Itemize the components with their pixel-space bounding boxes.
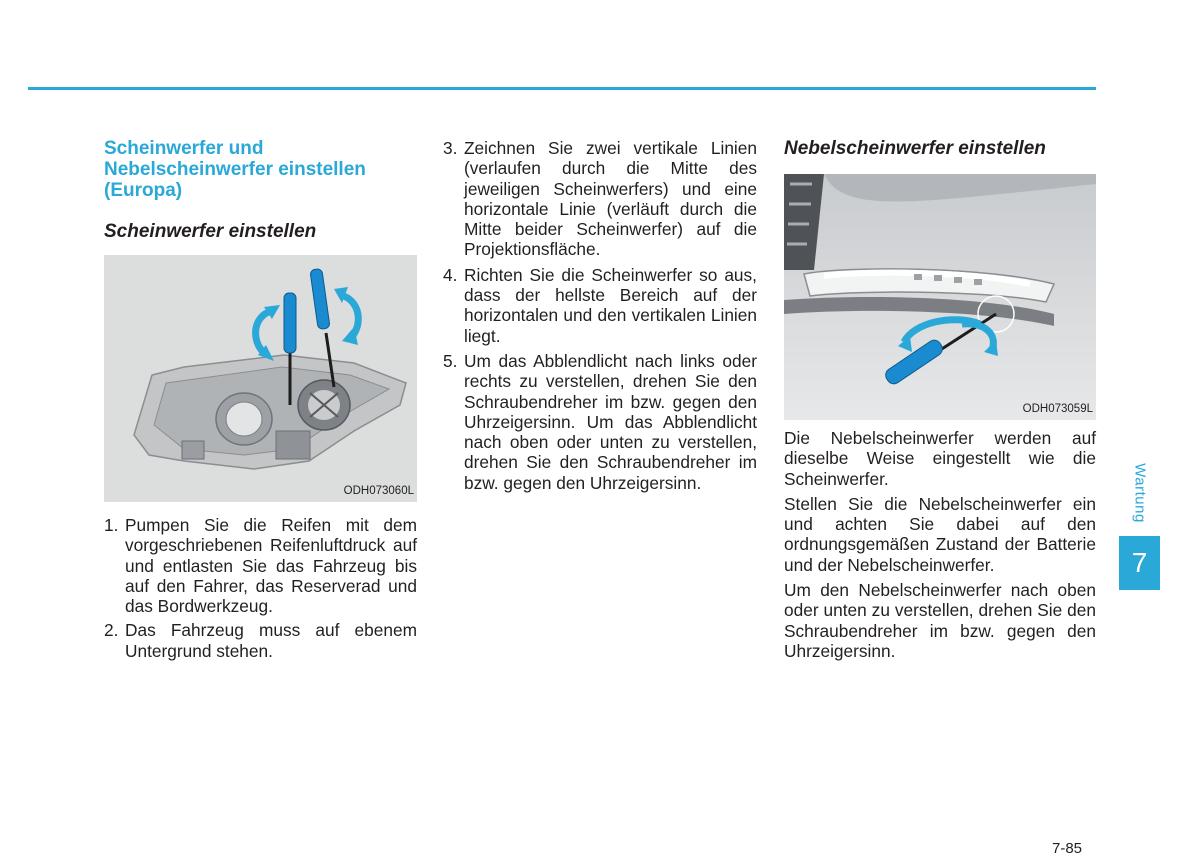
figure-foglight	[784, 174, 1096, 420]
list-item	[104, 620, 417, 661]
subhead-headlight: Scheinwerfer einstellen	[104, 221, 317, 242]
section-title: Scheinwerfer und Nebelscheinwerfer einstellen (Europa)	[104, 138, 366, 201]
foglight-illustration	[784, 174, 1096, 420]
step-number: 4.	[443, 264, 458, 285]
list-item	[443, 351, 757, 493]
chapter-label	[1127, 455, 1153, 531]
step-number: 1.	[104, 515, 119, 535]
column-left	[104, 138, 417, 661]
column-right	[784, 138, 1096, 661]
figure-code: ODH073060L	[343, 485, 414, 497]
chapter-label-text: Wartung	[1131, 463, 1149, 523]
page-number: 7-85	[1052, 840, 1083, 857]
header-rule	[28, 87, 1096, 90]
step-text: Das Fahrzeug muss auf ebenem Untergrund stehen.	[125, 620, 417, 661]
subhead-foglight: Nebelscheinwerfer einstellen	[784, 138, 1046, 159]
paragraph: Stellen Sie die Nebelscheinwerfer ein und achten Sie dabei auf den ordnungsgemäßen Zustand der Batterie und der Nebelscheinwerfer.	[784, 493, 1096, 575]
figure-headlight	[104, 255, 417, 502]
steps-list	[443, 138, 757, 493]
step-text: Richten Sie die Scheinwerfer so aus, dass der hellste Bereich auf der horizontalen und den vertikalen Linien liegt.	[464, 264, 757, 346]
step-text: Pumpen Sie die Reifen mit dem vorgeschriebenen Reifenluftdruck auf und entlasten Sie das Fahrzeug bis auf den Fahrer, das Reserverad und das Bordwerkzeug.	[125, 515, 417, 617]
chapter-tab: 7	[1119, 536, 1160, 590]
step-number: 2.	[104, 620, 119, 641]
step-number: 3.	[443, 138, 458, 158]
paragraph: Um den Nebelscheinwerfer nach oben oder unten zu verstellen, drehen Sie den Schraubendreher im bzw. gegen den Uhrzeigersinn.	[784, 580, 1096, 661]
headlight-illustration	[104, 255, 417, 502]
column-middle	[443, 138, 757, 493]
steps-list	[104, 515, 417, 661]
figure-code: ODH073059L	[1022, 403, 1093, 415]
paragraph: Die Nebelscheinwerfer werden auf dieselbe Weise eingestellt wie die Scheinwerfer.	[784, 428, 1096, 489]
list-item	[443, 138, 757, 260]
list-item	[443, 265, 757, 346]
step-text: Um das Abblendlicht nach links oder rechts zu verstellen, drehen Sie den Schraubendreher im bzw. gegen den Uhrzeigersinn. Um das Abblendlicht nach oben oder unten zu verstellen, drehen Sie den Schraubendreher im bzw. gegen den Uhrzeigersinn.	[464, 350, 757, 493]
list-item	[104, 515, 417, 616]
step-text: Zeichnen Sie zwei vertikale Linien (verlaufen durch die Mitte des jeweiligen Scheinwerfers) und eine horizontale Linie (verläuft durch die Mitte beider Scheinwerfer) auf die Projektionsfläche.	[464, 138, 757, 260]
step-number: 5.	[443, 350, 458, 371]
